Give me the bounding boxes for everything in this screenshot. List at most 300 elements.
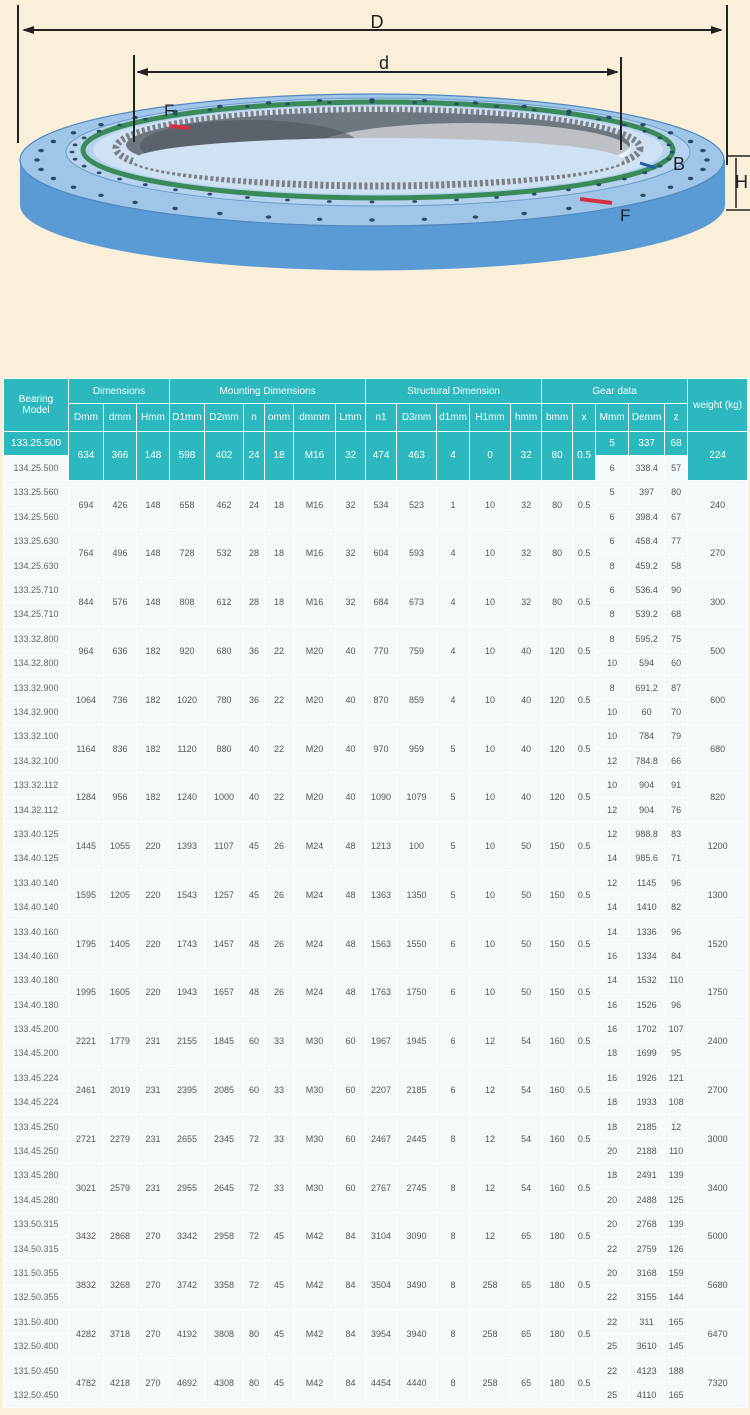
cell-b: 180 bbox=[542, 1358, 573, 1407]
cell-x: 0.5 bbox=[573, 480, 596, 529]
cell-d3: 100 bbox=[397, 822, 437, 871]
bolt-hole bbox=[640, 123, 646, 126]
cell-n1: 1967 bbox=[366, 1017, 397, 1066]
model-cell: 133.45.200 bbox=[4, 1017, 69, 1041]
cell-l: 60 bbox=[336, 1017, 366, 1066]
cell-n1: 604 bbox=[366, 529, 397, 578]
gear-cell: 397 bbox=[629, 480, 665, 504]
bolt-hole bbox=[643, 171, 648, 174]
cell-x: 0.5 bbox=[573, 1310, 596, 1359]
cell-dm: M42 bbox=[294, 1358, 336, 1407]
cell-o: 45 bbox=[265, 1212, 294, 1261]
cell-d: 2579 bbox=[104, 1163, 137, 1212]
cell-x: 0.5 bbox=[573, 1212, 596, 1261]
cell-d1: 8 bbox=[437, 1358, 470, 1407]
cell-h1: 10 bbox=[470, 578, 511, 627]
cell-d1: 6 bbox=[437, 1017, 470, 1066]
gear-cell: 2488 bbox=[629, 1188, 665, 1212]
cell-d1: 8 bbox=[437, 1114, 470, 1163]
cell-d: 1995 bbox=[69, 968, 104, 1017]
cell-h: 270 bbox=[137, 1261, 170, 1310]
weight-cell: 5000 bbox=[688, 1212, 748, 1261]
cell-d2: 680 bbox=[205, 627, 244, 676]
cell-x: 0.5 bbox=[573, 871, 596, 920]
gear-cell: 12 bbox=[665, 1114, 688, 1138]
bolt-hole bbox=[245, 105, 250, 108]
gear-cell: 1336 bbox=[629, 919, 665, 943]
bolt-hole bbox=[473, 215, 479, 218]
cell-dm: M20 bbox=[294, 724, 336, 773]
gear-cell: 338.4 bbox=[629, 456, 665, 480]
cell-d1: 4 bbox=[437, 529, 470, 578]
gear-cell: 16 bbox=[596, 992, 629, 1016]
cell-d3: 1945 bbox=[397, 1017, 437, 1066]
cell-l: 84 bbox=[336, 1310, 366, 1359]
label-d: d bbox=[378, 53, 390, 73]
gear-cell: 60 bbox=[665, 651, 688, 675]
gear-cell: 22 bbox=[596, 1358, 629, 1382]
cell-b: 150 bbox=[542, 919, 573, 968]
gear-cell: 985.6 bbox=[629, 846, 665, 870]
gear-cell: 165 bbox=[665, 1310, 688, 1334]
cell-n: 36 bbox=[244, 627, 265, 676]
cell-d: 1284 bbox=[69, 773, 104, 822]
weight-cell: 820 bbox=[688, 773, 748, 822]
cell-h: 40 bbox=[511, 627, 542, 676]
bolt-hole bbox=[704, 158, 710, 161]
model-cell: 134.45.200 bbox=[4, 1041, 69, 1065]
cell-x: 0.5 bbox=[573, 968, 596, 1017]
bolt-hole bbox=[606, 116, 612, 119]
cell-l: 60 bbox=[336, 1066, 366, 1115]
table-row bbox=[4, 822, 748, 846]
cell-d1: 1393 bbox=[170, 822, 205, 871]
bolt-hole bbox=[532, 193, 537, 196]
cell-n1: 2207 bbox=[366, 1066, 397, 1115]
weight-cell: 270 bbox=[688, 529, 748, 578]
cell-d3: 673 bbox=[397, 578, 437, 627]
cell-x: 0.5 bbox=[573, 1114, 596, 1163]
cell-h: 32 bbox=[511, 529, 542, 578]
cell-d3: 1079 bbox=[397, 773, 437, 822]
cell-dm: M24 bbox=[294, 968, 336, 1017]
cell-b: 80 bbox=[542, 432, 573, 481]
weight-cell: 1200 bbox=[688, 822, 748, 871]
bolt-hole bbox=[172, 207, 178, 210]
cell-d1: 6 bbox=[437, 919, 470, 968]
model-cell: 134.40.160 bbox=[4, 944, 69, 968]
gear-cell: 25 bbox=[596, 1383, 629, 1407]
cell-h1: 10 bbox=[470, 529, 511, 578]
column-header: omm bbox=[265, 404, 294, 432]
cell-d2: 532 bbox=[205, 529, 244, 578]
bearing-spec-table bbox=[3, 378, 748, 1408]
gear-cell: 68 bbox=[665, 432, 688, 456]
cell-n1: 770 bbox=[366, 627, 397, 676]
header-dimensions: Dimensions bbox=[69, 379, 170, 404]
cell-h1: 12 bbox=[470, 1017, 511, 1066]
cell-n1: 3504 bbox=[366, 1261, 397, 1310]
model-cell: 132.50.450 bbox=[4, 1383, 69, 1407]
cell-h1: 258 bbox=[470, 1310, 511, 1359]
cell-h: 182 bbox=[137, 773, 170, 822]
cell-d3: 463 bbox=[397, 432, 437, 481]
cell-dm: M20 bbox=[294, 675, 336, 724]
cell-h1: 10 bbox=[470, 627, 511, 676]
cell-l: 60 bbox=[336, 1163, 366, 1212]
model-cell: 134.32.800 bbox=[4, 651, 69, 675]
model-cell: 132.50.400 bbox=[4, 1334, 69, 1358]
gear-cell: 2491 bbox=[629, 1163, 665, 1187]
cell-o: 22 bbox=[265, 724, 294, 773]
cell-d3: 4440 bbox=[397, 1358, 437, 1407]
cell-h1: 12 bbox=[470, 1066, 511, 1115]
gear-cell: 139 bbox=[665, 1212, 688, 1236]
gear-cell: 1933 bbox=[629, 1090, 665, 1114]
cell-h: 54 bbox=[511, 1017, 542, 1066]
gear-cell: 96 bbox=[665, 919, 688, 943]
cell-d1: 8 bbox=[437, 1163, 470, 1212]
gear-cell: 110 bbox=[665, 1139, 688, 1163]
column-header: D3mm bbox=[397, 404, 437, 432]
gear-cell: 18 bbox=[596, 1114, 629, 1138]
cell-n: 48 bbox=[244, 919, 265, 968]
cell-d: 3021 bbox=[69, 1163, 104, 1212]
bolt-hole bbox=[566, 188, 571, 191]
cell-d: 2868 bbox=[104, 1212, 137, 1261]
model-cell: 134.32.900 bbox=[4, 700, 69, 724]
model-cell: 134.25.710 bbox=[4, 602, 69, 626]
cell-d2: 1000 bbox=[205, 773, 244, 822]
cell-d: 1055 bbox=[104, 822, 137, 871]
cell-d: 4282 bbox=[69, 1310, 104, 1359]
cell-d3: 2745 bbox=[397, 1163, 437, 1212]
cell-d3: 859 bbox=[397, 675, 437, 724]
gear-cell: 536.4 bbox=[629, 578, 665, 602]
cell-o: 26 bbox=[265, 968, 294, 1017]
gear-cell: 459.2 bbox=[629, 553, 665, 577]
cell-d: 1205 bbox=[104, 871, 137, 920]
model-cell: 133.50.315 bbox=[4, 1212, 69, 1236]
cell-h: 65 bbox=[511, 1310, 542, 1359]
table-row bbox=[4, 1358, 748, 1382]
cell-d1: 1543 bbox=[170, 871, 205, 920]
gear-cell: 83 bbox=[665, 822, 688, 846]
cell-d2: 780 bbox=[205, 675, 244, 724]
bolt-hole bbox=[143, 118, 148, 121]
gear-cell: 82 bbox=[665, 895, 688, 919]
cell-d3: 2445 bbox=[397, 1114, 437, 1163]
bolt-hole bbox=[132, 201, 138, 204]
table-row bbox=[4, 724, 748, 748]
cell-h: 65 bbox=[511, 1212, 542, 1261]
cell-h1: 12 bbox=[470, 1212, 511, 1261]
cell-h1: 10 bbox=[470, 968, 511, 1017]
gear-cell: 2188 bbox=[629, 1139, 665, 1163]
label-H: H bbox=[735, 172, 748, 192]
gear-cell: 165 bbox=[665, 1383, 688, 1407]
column-header: D2mm bbox=[205, 404, 244, 432]
cell-d2: 1845 bbox=[205, 1017, 244, 1066]
cell-l: 84 bbox=[336, 1261, 366, 1310]
cell-h: 231 bbox=[137, 1163, 170, 1212]
cell-dm: M30 bbox=[294, 1163, 336, 1212]
bolt-hole bbox=[369, 218, 375, 221]
gear-cell: 18 bbox=[596, 1041, 629, 1065]
cell-d: 2461 bbox=[69, 1066, 104, 1115]
cell-l: 32 bbox=[336, 480, 366, 529]
gear-cell: 1699 bbox=[629, 1041, 665, 1065]
cell-h1: 10 bbox=[470, 822, 511, 871]
cell-o: 45 bbox=[265, 1310, 294, 1359]
table-row bbox=[4, 773, 748, 797]
gear-cell: 3155 bbox=[629, 1285, 665, 1309]
bolt-hole bbox=[657, 137, 662, 140]
cell-b: 150 bbox=[542, 871, 573, 920]
cell-d: 634 bbox=[69, 432, 104, 481]
gear-cell: 8 bbox=[596, 627, 629, 651]
gear-cell: 68 bbox=[665, 602, 688, 626]
gear-cell: 988.8 bbox=[629, 822, 665, 846]
bolt-hole bbox=[317, 218, 323, 221]
cell-x: 0.5 bbox=[573, 1017, 596, 1066]
table-row bbox=[4, 1261, 748, 1285]
cell-h: 40 bbox=[511, 773, 542, 822]
bolt-hole bbox=[688, 177, 694, 180]
column-header: Demm bbox=[629, 404, 665, 432]
cell-h: 182 bbox=[137, 724, 170, 773]
bolt-hole bbox=[622, 178, 627, 181]
header-bearing-model: Bearing Model bbox=[4, 379, 69, 432]
table-row bbox=[4, 1114, 748, 1138]
cell-d: 2279 bbox=[104, 1114, 137, 1163]
cell-d: 496 bbox=[104, 529, 137, 578]
cell-n1: 684 bbox=[366, 578, 397, 627]
cell-x: 0.5 bbox=[573, 773, 596, 822]
gear-cell: 125 bbox=[665, 1188, 688, 1212]
bolt-hole bbox=[422, 218, 428, 221]
cell-d: 1795 bbox=[69, 919, 104, 968]
gear-cell: 1145 bbox=[629, 871, 665, 895]
model-cell: 134.50.315 bbox=[4, 1236, 69, 1260]
cell-d2: 402 bbox=[205, 432, 244, 481]
gear-cell: 107 bbox=[665, 1017, 688, 1041]
weight-cell: 680 bbox=[688, 724, 748, 773]
cell-h: 40 bbox=[511, 675, 542, 724]
column-header: Hmm bbox=[137, 404, 170, 432]
cell-h: 148 bbox=[137, 529, 170, 578]
bolt-hole bbox=[327, 101, 332, 104]
model-cell: 133.40.125 bbox=[4, 822, 69, 846]
cell-b: 120 bbox=[542, 675, 573, 724]
bolt-hole bbox=[668, 186, 674, 189]
cell-x: 0.5 bbox=[573, 724, 596, 773]
bolt-hole bbox=[657, 165, 662, 168]
gear-cell: 5 bbox=[596, 432, 629, 456]
cell-d: 3432 bbox=[69, 1212, 104, 1261]
gear-cell: 22 bbox=[596, 1285, 629, 1309]
cell-n: 80 bbox=[244, 1310, 265, 1359]
cell-d: 3268 bbox=[104, 1261, 137, 1310]
cell-d1: 728 bbox=[170, 529, 205, 578]
bolt-hole bbox=[532, 109, 537, 112]
column-header: z bbox=[665, 404, 688, 432]
cell-dm: M16 bbox=[294, 578, 336, 627]
cell-d: 1164 bbox=[69, 724, 104, 773]
cell-h1: 10 bbox=[470, 480, 511, 529]
cell-d: 1605 bbox=[104, 968, 137, 1017]
column-header: hmm bbox=[511, 404, 542, 432]
cell-d2: 2085 bbox=[205, 1066, 244, 1115]
cell-x: 0.5 bbox=[573, 578, 596, 627]
cell-o: 45 bbox=[265, 1261, 294, 1310]
gear-cell: 784.8 bbox=[629, 749, 665, 773]
gear-cell: 12 bbox=[596, 749, 629, 773]
cell-o: 18 bbox=[265, 480, 294, 529]
cell-x: 0.5 bbox=[573, 1163, 596, 1212]
model-cell: 132.50.355 bbox=[4, 1285, 69, 1309]
cell-dm: M30 bbox=[294, 1066, 336, 1115]
cell-o: 18 bbox=[265, 432, 294, 481]
cell-n: 80 bbox=[244, 1358, 265, 1407]
cell-b: 160 bbox=[542, 1066, 573, 1115]
model-cell: 131.50.400 bbox=[4, 1310, 69, 1334]
gear-cell: 58 bbox=[665, 553, 688, 577]
table-row bbox=[4, 529, 748, 553]
weight-cell: 7320 bbox=[688, 1358, 748, 1407]
cell-h1: 10 bbox=[470, 773, 511, 822]
table-row bbox=[4, 578, 748, 602]
cell-d1: 1240 bbox=[170, 773, 205, 822]
cell-h1: 12 bbox=[470, 1163, 511, 1212]
weight-cell: 5680 bbox=[688, 1261, 748, 1310]
model-cell: 131.50.355 bbox=[4, 1261, 69, 1285]
weight-cell: 240 bbox=[688, 480, 748, 529]
cell-l: 84 bbox=[336, 1212, 366, 1261]
cell-h: 32 bbox=[511, 432, 542, 481]
model-cell: 134.40.140 bbox=[4, 895, 69, 919]
cell-d1: 2955 bbox=[170, 1163, 205, 1212]
cell-o: 45 bbox=[265, 1358, 294, 1407]
bolt-hole bbox=[51, 177, 57, 180]
cell-d1: 658 bbox=[170, 480, 205, 529]
bolt-hole bbox=[266, 101, 272, 104]
gear-cell: 12 bbox=[596, 871, 629, 895]
bolt-hole bbox=[596, 118, 601, 121]
table-row bbox=[4, 1310, 748, 1334]
weight-cell: 1300 bbox=[688, 871, 748, 920]
cell-d: 1779 bbox=[104, 1017, 137, 1066]
bolt-hole bbox=[70, 151, 75, 154]
gear-cell: 2768 bbox=[629, 1212, 665, 1236]
gear-cell: 75 bbox=[665, 627, 688, 651]
bolt-hole bbox=[412, 200, 417, 203]
cell-d: 636 bbox=[104, 627, 137, 676]
gear-cell: 96 bbox=[665, 992, 688, 1016]
cell-dm: M24 bbox=[294, 871, 336, 920]
cell-d2: 462 bbox=[205, 480, 244, 529]
table-row bbox=[4, 1066, 748, 1090]
cell-l: 48 bbox=[336, 822, 366, 871]
bolt-hole bbox=[566, 110, 572, 113]
gear-cell: 20 bbox=[596, 1212, 629, 1236]
gear-cell: 20 bbox=[596, 1261, 629, 1285]
cell-b: 120 bbox=[542, 724, 573, 773]
bolt-hole bbox=[173, 188, 178, 191]
bolt-hole bbox=[700, 149, 706, 152]
cell-d2: 3358 bbox=[205, 1261, 244, 1310]
cell-h: 148 bbox=[137, 578, 170, 627]
bolt-hole bbox=[688, 140, 694, 143]
cell-d: 2721 bbox=[69, 1114, 104, 1163]
cell-dm: M16 bbox=[294, 480, 336, 529]
gear-cell: 458.4 bbox=[629, 529, 665, 553]
cell-n1: 1763 bbox=[366, 968, 397, 1017]
cell-n: 72 bbox=[244, 1212, 265, 1261]
bolt-hole bbox=[643, 130, 648, 133]
cell-n1: 474 bbox=[366, 432, 397, 481]
cell-d1: 1020 bbox=[170, 675, 205, 724]
cell-d3: 759 bbox=[397, 627, 437, 676]
gear-cell: 1532 bbox=[629, 968, 665, 992]
cell-n: 60 bbox=[244, 1017, 265, 1066]
cell-n: 72 bbox=[244, 1114, 265, 1163]
cell-d: 764 bbox=[69, 529, 104, 578]
cell-o: 33 bbox=[265, 1114, 294, 1163]
gear-cell: 14 bbox=[596, 846, 629, 870]
weight-cell: 224 bbox=[688, 432, 748, 481]
gear-cell: 784 bbox=[629, 724, 665, 748]
cell-h: 182 bbox=[137, 675, 170, 724]
gear-cell: 4110 bbox=[629, 1383, 665, 1407]
cell-h: 50 bbox=[511, 871, 542, 920]
cell-d2: 880 bbox=[205, 724, 244, 773]
gear-cell: 144 bbox=[665, 1285, 688, 1309]
cell-h: 54 bbox=[511, 1163, 542, 1212]
weight-cell: 300 bbox=[688, 578, 748, 627]
table-row bbox=[4, 1212, 748, 1236]
table-row bbox=[4, 432, 748, 456]
gear-cell: 110 bbox=[665, 968, 688, 992]
bolt-hole bbox=[494, 196, 499, 199]
bolt-hole bbox=[97, 130, 102, 133]
table-row bbox=[4, 627, 748, 651]
cell-d1: 2655 bbox=[170, 1114, 205, 1163]
gear-cell: 595.2 bbox=[629, 627, 665, 651]
bolt-hole bbox=[82, 137, 87, 140]
gear-cell: 139 bbox=[665, 1163, 688, 1187]
gear-cell: 16 bbox=[596, 1066, 629, 1090]
cell-l: 48 bbox=[336, 968, 366, 1017]
cell-d2: 612 bbox=[205, 578, 244, 627]
gear-cell: 6 bbox=[596, 578, 629, 602]
gear-cell: 398.4 bbox=[629, 505, 665, 529]
bolt-hole bbox=[700, 168, 706, 171]
cell-b: 150 bbox=[542, 968, 573, 1017]
bolt-hole bbox=[454, 199, 459, 202]
gear-cell: 10 bbox=[596, 651, 629, 675]
cell-d2: 1107 bbox=[205, 822, 244, 871]
cell-l: 48 bbox=[336, 919, 366, 968]
cell-d2: 1457 bbox=[205, 919, 244, 968]
model-cell: 133.32.900 bbox=[4, 675, 69, 699]
model-cell: 133.25.710 bbox=[4, 578, 69, 602]
cell-n: 28 bbox=[244, 529, 265, 578]
cell-d1: 4 bbox=[437, 675, 470, 724]
gear-cell: 14 bbox=[596, 895, 629, 919]
gear-cell: 66 bbox=[665, 749, 688, 773]
cell-d1: 5 bbox=[437, 724, 470, 773]
